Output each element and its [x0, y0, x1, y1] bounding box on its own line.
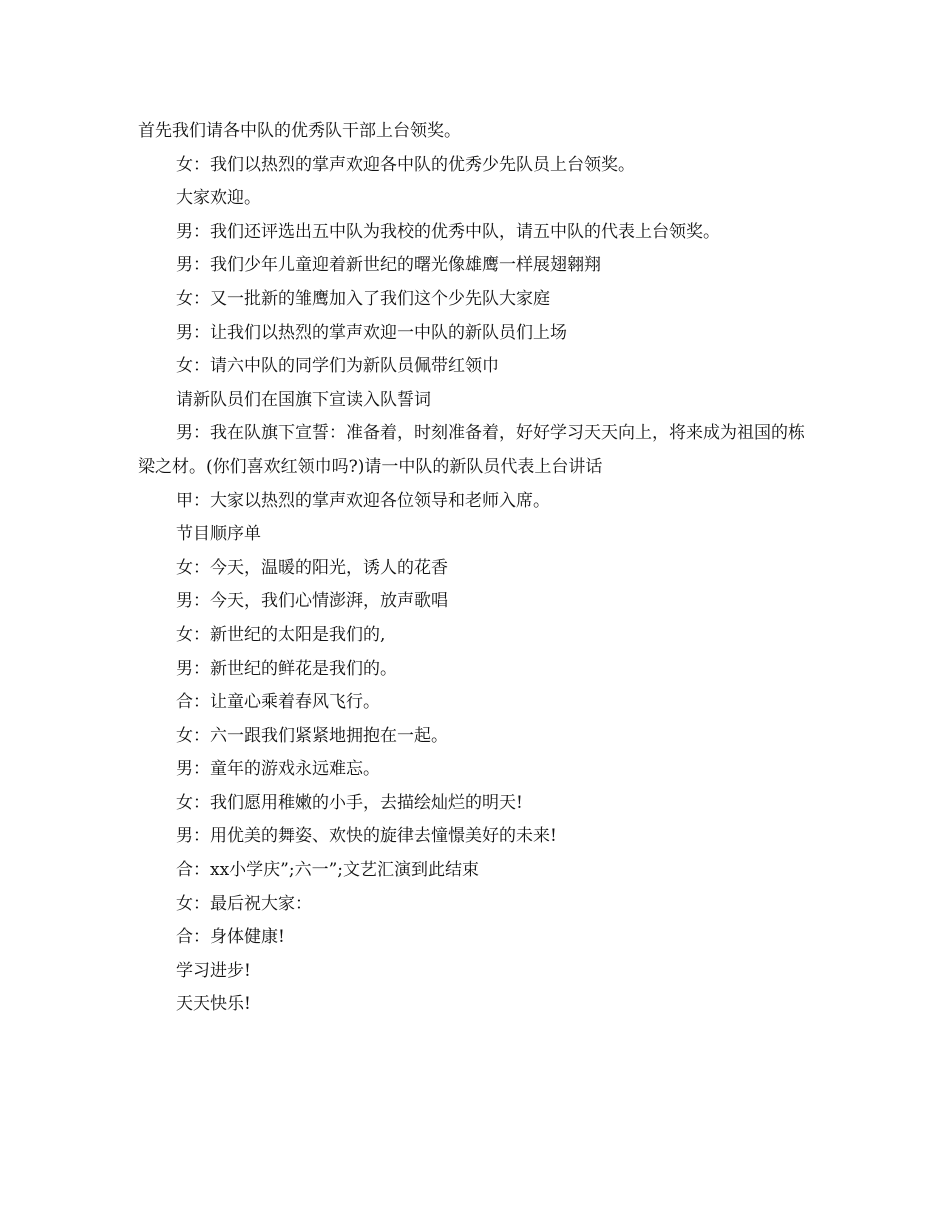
paragraph: 合：让童心乘着春风飞行。	[176, 692, 380, 713]
paragraph: 女：今天，温暖的阳光，诱人的花香	[176, 557, 448, 578]
paragraph: 天天快乐!	[176, 994, 251, 1015]
paragraph: 女：六一跟我们紧紧地拥抱在一起。	[176, 725, 448, 746]
paragraph: 首先我们请各中队的优秀队干部上台领奖。	[138, 121, 461, 141]
paragraph: 合：xx小学庆”;六一”;文艺汇演到此结束	[176, 860, 480, 881]
paragraph: 女：新世纪的太阳是我们的,	[176, 624, 386, 645]
paragraph: 大家欢迎。	[176, 188, 261, 209]
paragraph: 甲：大家以热烈的掌声欢迎各位领导和老师入席。	[176, 490, 550, 511]
paragraph: 男：今天，我们心情澎湃，放声歌唱	[176, 591, 448, 612]
paragraph: 男：新世纪的鲜花是我们的。	[176, 658, 397, 679]
paragraph: 女：又一批新的雏鹰加入了我们这个少先队大家庭	[176, 288, 550, 309]
section-heading: 节目顺序单	[176, 524, 261, 545]
paragraph: 女：我们以热烈的掌声欢迎各中队的优秀少先队员上台领奖。	[176, 154, 635, 175]
paragraph: 女：我们愿用稚嫩的小手，去描绘灿烂的明天!	[176, 792, 523, 813]
paragraph: 请新队员们在国旗下宣读入队誓词	[176, 389, 431, 410]
paragraph: 女：最后祝大家：	[176, 893, 312, 914]
paragraph: 男：用优美的舞姿、欢快的旋律去憧憬美好的未来!	[176, 826, 557, 847]
paragraph: 女：请六中队的同学们为新队员佩带红领巾	[176, 356, 499, 377]
paragraph: 男：我们还评选出五中队为我校的优秀中队，请五中队的代表上台领奖。	[176, 221, 720, 242]
paragraph: 男：我在队旗下宣誓：准备着，时刻准备着，好好学习天天向上，将来成为祖国的栋梁之材。(你们喜欢红领巾吗?)请一中队的新队员代表上台讲话	[138, 423, 805, 477]
paragraph: 男：童年的游戏永远难忘。	[176, 759, 380, 780]
document-body	[138, 115, 818, 1022]
paragraph: 男：让我们以热烈的掌声欢迎一中队的新队员们上场	[176, 322, 567, 343]
paragraph: 学习进步!	[176, 960, 251, 981]
paragraph: 合：身体健康!	[176, 927, 285, 948]
paragraph: 男：我们少年儿童迎着新世纪的曙光像雄鹰一样展翅翱翔	[176, 255, 601, 276]
